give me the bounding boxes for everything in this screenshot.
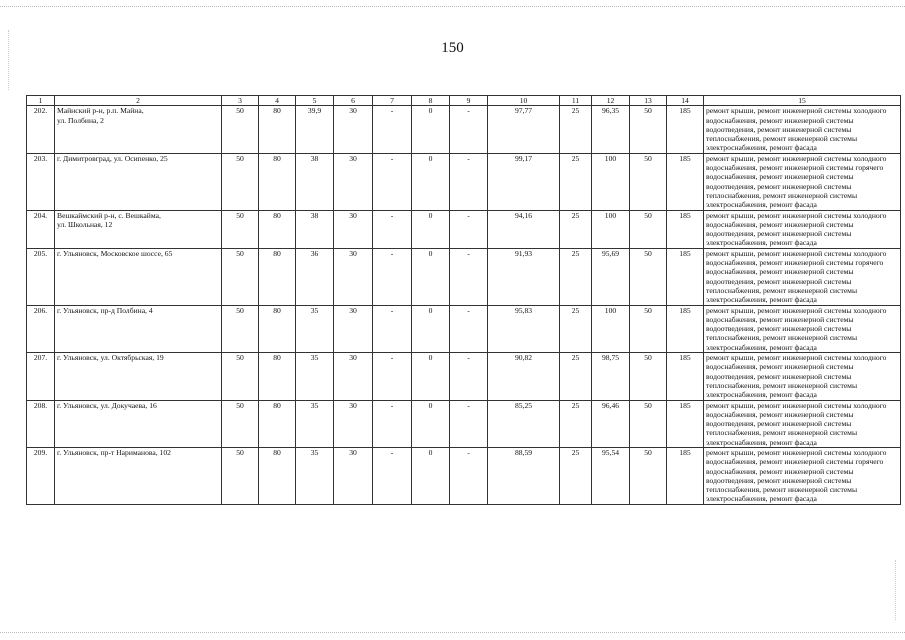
- works-cell: ремонт крыши, ремонт инженерной системы холодного водоснабжения, ремонт инженерной системы горячего водоснабжения, ремонт инженерной системы водоотведения, ремонт инженерной системы теплоснабжения, ремонт инженерной системы электроснабжения, ремонт фасада: [704, 447, 901, 504]
- table-row: [27, 248, 901, 305]
- col-header: 4: [259, 96, 296, 106]
- value-cell: 0: [412, 305, 450, 352]
- works-cell: ремонт крыши, ремонт инженерной системы холодного водоснабжения, ремонт инженерной системы водоотведения, ремонт инженерной системы электроснабжения, ремонт фасада: [704, 210, 901, 248]
- address-cell: г. Ульяновск, пр-д Полбина, 4: [55, 305, 222, 352]
- value-cell: 97,77: [488, 106, 560, 153]
- value-cell: 85,25: [488, 400, 560, 447]
- value-cell: -: [450, 400, 488, 447]
- table-row: [27, 353, 901, 400]
- value-cell: 25: [560, 447, 592, 504]
- value-cell: 80: [259, 248, 296, 305]
- value-cell: 80: [259, 447, 296, 504]
- row-number: 206.: [27, 305, 55, 352]
- value-cell: 25: [560, 305, 592, 352]
- value-cell: 30: [334, 153, 373, 210]
- scan-edge-right: [895, 560, 897, 620]
- row-number: 202.: [27, 106, 55, 153]
- value-cell: 100: [592, 153, 630, 210]
- value-cell: 50: [630, 153, 667, 210]
- value-cell: 30: [334, 106, 373, 153]
- row-number: 208.: [27, 400, 55, 447]
- value-cell: -: [373, 400, 412, 447]
- value-cell: 185: [667, 153, 704, 210]
- col-header: 11: [560, 96, 592, 106]
- value-cell: 50: [630, 400, 667, 447]
- col-header: 3: [222, 96, 259, 106]
- address-cell: Вешкаймский р-н, с. Вешкайма, ул. Школьная, 12: [55, 210, 222, 248]
- col-header: 15: [704, 96, 901, 106]
- value-cell: 50: [222, 248, 259, 305]
- row-number: 209.: [27, 447, 55, 504]
- value-cell: 95,69: [592, 248, 630, 305]
- value-cell: 25: [560, 248, 592, 305]
- value-cell: 30: [334, 400, 373, 447]
- col-header: 10: [488, 96, 560, 106]
- works-cell: ремонт крыши, ремонт инженерной системы холодного водоснабжения, ремонт инженерной системы горячего водоснабжения, ремонт инженерной системы водоотведения, ремонт инженерной системы теплоснабжения, ремонт инженерной системы электроснабжения, ремонт фасада: [704, 248, 901, 305]
- scan-edge-top: [0, 6, 905, 9]
- value-cell: -: [450, 153, 488, 210]
- value-cell: 0: [412, 353, 450, 400]
- address-cell: г. Ульяновск, ул. Докучаева, 16: [55, 400, 222, 447]
- value-cell: 100: [592, 210, 630, 248]
- value-cell: 38: [296, 210, 334, 248]
- value-cell: -: [450, 305, 488, 352]
- value-cell: 0: [412, 447, 450, 504]
- value-cell: 80: [259, 305, 296, 352]
- works-cell: ремонт крыши, ремонт инженерной системы холодного водоснабжения, ремонт инженерной системы водоотведения, ремонт инженерной системы теплоснабжения, ремонт инженерной системы электроснабжения, ремонт фасада: [704, 400, 901, 447]
- value-cell: 35: [296, 353, 334, 400]
- value-cell: -: [373, 447, 412, 504]
- value-cell: 30: [334, 353, 373, 400]
- value-cell: 36: [296, 248, 334, 305]
- value-cell: 25: [560, 153, 592, 210]
- table-row: [27, 400, 901, 447]
- value-cell: -: [450, 210, 488, 248]
- value-cell: 96,35: [592, 106, 630, 153]
- value-cell: 50: [222, 400, 259, 447]
- value-cell: 25: [560, 400, 592, 447]
- value-cell: 50: [222, 153, 259, 210]
- col-header: 5: [296, 96, 334, 106]
- value-cell: -: [373, 248, 412, 305]
- scan-edge-bottom: [0, 632, 905, 635]
- value-cell: 95,54: [592, 447, 630, 504]
- value-cell: 50: [630, 248, 667, 305]
- works-cell: ремонт крыши, ремонт инженерной системы холодного водоснабжения, ремонт инженерной системы водоотведения, ремонт инженерной системы теплоснабжения, ремонт инженерной системы электроснабжения, ремонт фасада: [704, 106, 901, 153]
- value-cell: 98,75: [592, 353, 630, 400]
- value-cell: 50: [630, 353, 667, 400]
- value-cell: 35: [296, 305, 334, 352]
- value-cell: 185: [667, 447, 704, 504]
- value-cell: 50: [222, 447, 259, 504]
- value-cell: -: [373, 106, 412, 153]
- value-cell: 80: [259, 106, 296, 153]
- value-cell: 185: [667, 305, 704, 352]
- value-cell: 185: [667, 106, 704, 153]
- value-cell: 50: [630, 210, 667, 248]
- value-cell: 99,17: [488, 153, 560, 210]
- table-row: [27, 106, 901, 153]
- value-cell: -: [450, 106, 488, 153]
- value-cell: 30: [334, 447, 373, 504]
- table-row: [27, 210, 901, 248]
- address-cell: Майнский р-н, р.п. Майна, ул. Полбина, 2: [55, 106, 222, 153]
- value-cell: -: [373, 210, 412, 248]
- table-row: [27, 447, 901, 504]
- col-header: 12: [592, 96, 630, 106]
- value-cell: 185: [667, 400, 704, 447]
- table-row: [27, 153, 901, 210]
- value-cell: 38: [296, 153, 334, 210]
- value-cell: 100: [592, 305, 630, 352]
- value-cell: 91,93: [488, 248, 560, 305]
- row-number: 205.: [27, 248, 55, 305]
- value-cell: 96,46: [592, 400, 630, 447]
- col-header: 8: [412, 96, 450, 106]
- value-cell: 50: [630, 305, 667, 352]
- value-cell: 80: [259, 153, 296, 210]
- value-cell: 50: [222, 210, 259, 248]
- works-cell: ремонт крыши, ремонт инженерной системы холодного водоснабжения, ремонт инженерной системы водоотведения, ремонт инженерной системы теплоснабжения, ремонт инженерной системы электроснабжения, ремонт фасада: [704, 353, 901, 400]
- address-cell: г. Ульяновск, пр-т Нариманова, 102: [55, 447, 222, 504]
- value-cell: 90,82: [488, 353, 560, 400]
- value-cell: -: [373, 153, 412, 210]
- value-cell: 0: [412, 210, 450, 248]
- value-cell: 94,16: [488, 210, 560, 248]
- value-cell: 0: [412, 400, 450, 447]
- row-number: 207.: [27, 353, 55, 400]
- value-cell: 35: [296, 447, 334, 504]
- table-row: [27, 305, 901, 352]
- value-cell: 80: [259, 210, 296, 248]
- col-header: 7: [373, 96, 412, 106]
- page-number: 150: [441, 40, 464, 56]
- value-cell: 50: [222, 106, 259, 153]
- value-cell: 30: [334, 210, 373, 248]
- row-number: 203.: [27, 153, 55, 210]
- value-cell: 80: [259, 400, 296, 447]
- value-cell: 30: [334, 248, 373, 305]
- value-cell: 39,9: [296, 106, 334, 153]
- value-cell: 30: [334, 305, 373, 352]
- col-header: 9: [450, 96, 488, 106]
- value-cell: 185: [667, 248, 704, 305]
- col-header: 2: [55, 96, 222, 106]
- value-cell: 80: [259, 353, 296, 400]
- value-cell: -: [450, 353, 488, 400]
- address-cell: г. Димитровград, ул. Осипенко, 25: [55, 153, 222, 210]
- value-cell: 0: [412, 106, 450, 153]
- value-cell: -: [373, 353, 412, 400]
- value-cell: 0: [412, 248, 450, 305]
- scan-edge-left: [8, 30, 10, 90]
- address-cell: г. Ульяновск, ул. Октябрьская, 19: [55, 353, 222, 400]
- value-cell: 25: [560, 353, 592, 400]
- col-header: 6: [334, 96, 373, 106]
- value-cell: 0: [412, 153, 450, 210]
- value-cell: -: [450, 447, 488, 504]
- value-cell: 25: [560, 106, 592, 153]
- value-cell: -: [373, 305, 412, 352]
- col-header: 14: [667, 96, 704, 106]
- works-cell: ремонт крыши, ремонт инженерной системы холодного водоснабжения, ремонт инженерной системы горячего водоснабжения, ремонт инженерной системы водоотведения, ремонт инженерной системы теплоснабжения, ремонт инженерной системы электроснабжения, ремонт фасада: [704, 153, 901, 210]
- value-cell: 25: [560, 210, 592, 248]
- value-cell: 185: [667, 210, 704, 248]
- value-cell: 35: [296, 400, 334, 447]
- value-cell: 50: [630, 106, 667, 153]
- repair-table: [26, 95, 901, 505]
- row-number: 204.: [27, 210, 55, 248]
- value-cell: 95,83: [488, 305, 560, 352]
- header-row: [27, 96, 901, 106]
- value-cell: 50: [222, 305, 259, 352]
- value-cell: 88,59: [488, 447, 560, 504]
- address-cell: г. Ульяновск, Московское шоссе, 65: [55, 248, 222, 305]
- value-cell: -: [450, 248, 488, 305]
- value-cell: 50: [630, 447, 667, 504]
- works-cell: ремонт крыши, ремонт инженерной системы холодного водоснабжения, ремонт инженерной системы водоотведения, ремонт инженерной системы теплоснабжения, ремонт инженерной системы электроснабжения, ремонт фасада: [704, 305, 901, 352]
- col-header: 1: [27, 96, 55, 106]
- value-cell: 185: [667, 353, 704, 400]
- col-header: 13: [630, 96, 667, 106]
- value-cell: 50: [222, 353, 259, 400]
